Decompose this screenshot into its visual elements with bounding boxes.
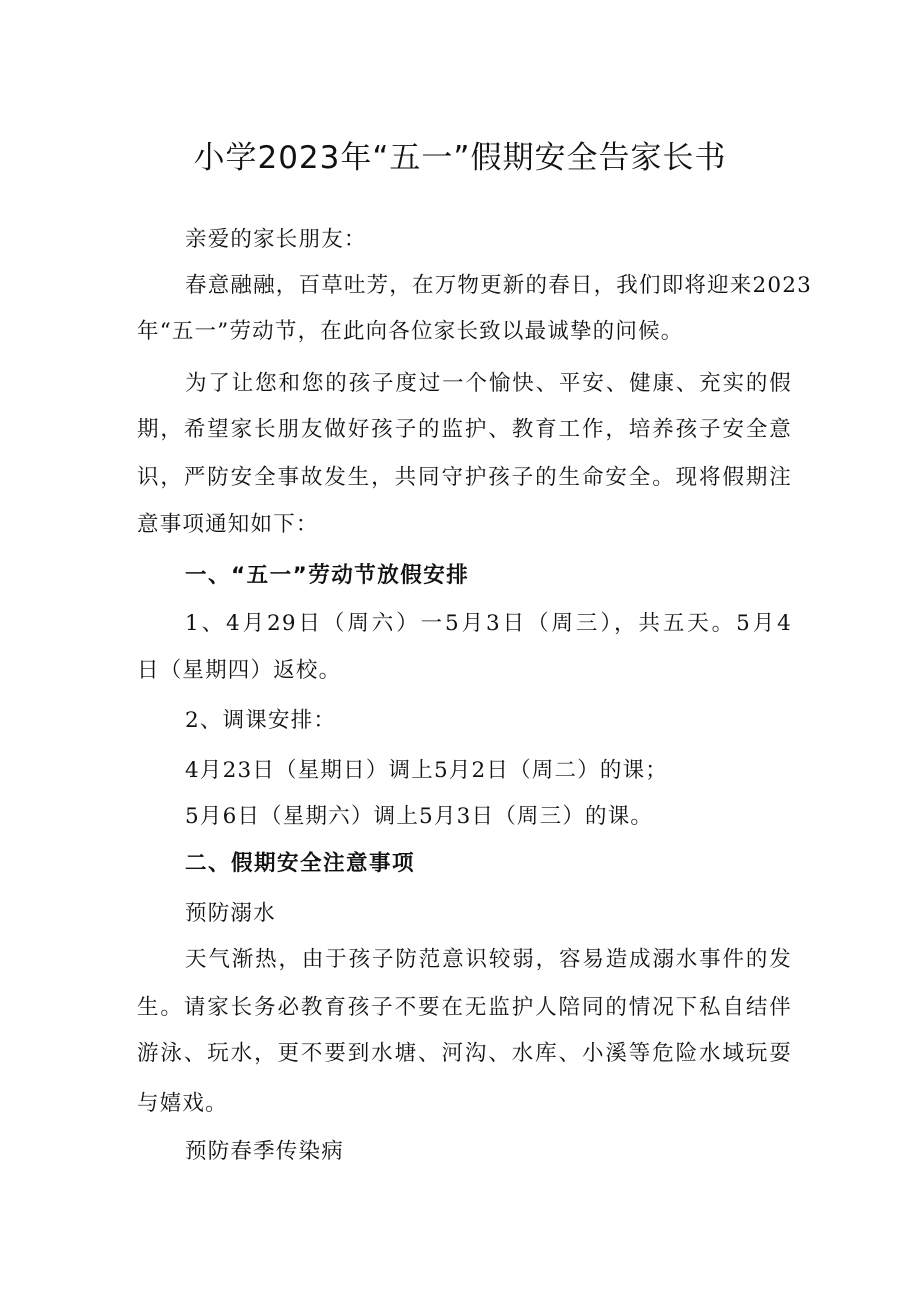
paragraph-line: 2、调课安排： bbox=[185, 708, 337, 733]
paragraph-line: 游泳、玩水，更不要到水塘、河沟、水库、小溪等危险水域玩耍 bbox=[137, 1041, 792, 1066]
paragraph-line: 为了让您和您的孩子度过一个愉快、平安、健康、充实的假 bbox=[185, 371, 792, 396]
paragraph-line: 意事项通知如下： bbox=[137, 512, 319, 537]
subheading: 预防春季传染病 bbox=[185, 1139, 344, 1164]
paragraph-line: 与嬉戏。 bbox=[137, 1091, 228, 1116]
paragraph-line: 1、4月29日（周六）一5月3日（周三），共五天。5月4 bbox=[185, 611, 792, 636]
paragraph-line: 5月6日（星期六）调上5月3日（周三）的课。 bbox=[185, 804, 654, 829]
section-heading: 二、假期安全注意事项 bbox=[185, 851, 416, 876]
paragraph-line: 天气渐热，由于孩子防范意识较弱，容易造成溺水事件的发 bbox=[185, 947, 792, 972]
section-heading: 一、“五一”劳动节放假安排 bbox=[185, 563, 470, 588]
document-title: 小学2023年“五一”假期安全告家长书 bbox=[193, 140, 727, 176]
paragraph-line: 识，严防安全事故发生，共同守护孩子的生命安全。现将假期注 bbox=[137, 465, 792, 490]
paragraph-line: 年“五一”劳动节，在此向各位家长致以最诚挚的问候。 bbox=[137, 319, 684, 344]
paragraph-line: 生。请家长务必教育孩子不要在无监护人陪同的情况下私自结伴 bbox=[137, 995, 792, 1020]
paragraph-line: 春意融融，百草吐芳，在万物更新的春日，我们即将迎来2023 bbox=[185, 273, 813, 298]
paragraph-line: 期，希望家长朋友做好孩子的监护、教育工作，培养孩子安全意 bbox=[137, 417, 792, 442]
paragraph-line: 日（星期四）返校。 bbox=[137, 658, 342, 683]
subheading: 预防溺水 bbox=[185, 901, 276, 926]
paragraph-line: 4月23日（星期日）调上5月2日（周二）的课； bbox=[185, 758, 668, 783]
salutation: 亲爱的家长朋友： bbox=[185, 227, 367, 252]
